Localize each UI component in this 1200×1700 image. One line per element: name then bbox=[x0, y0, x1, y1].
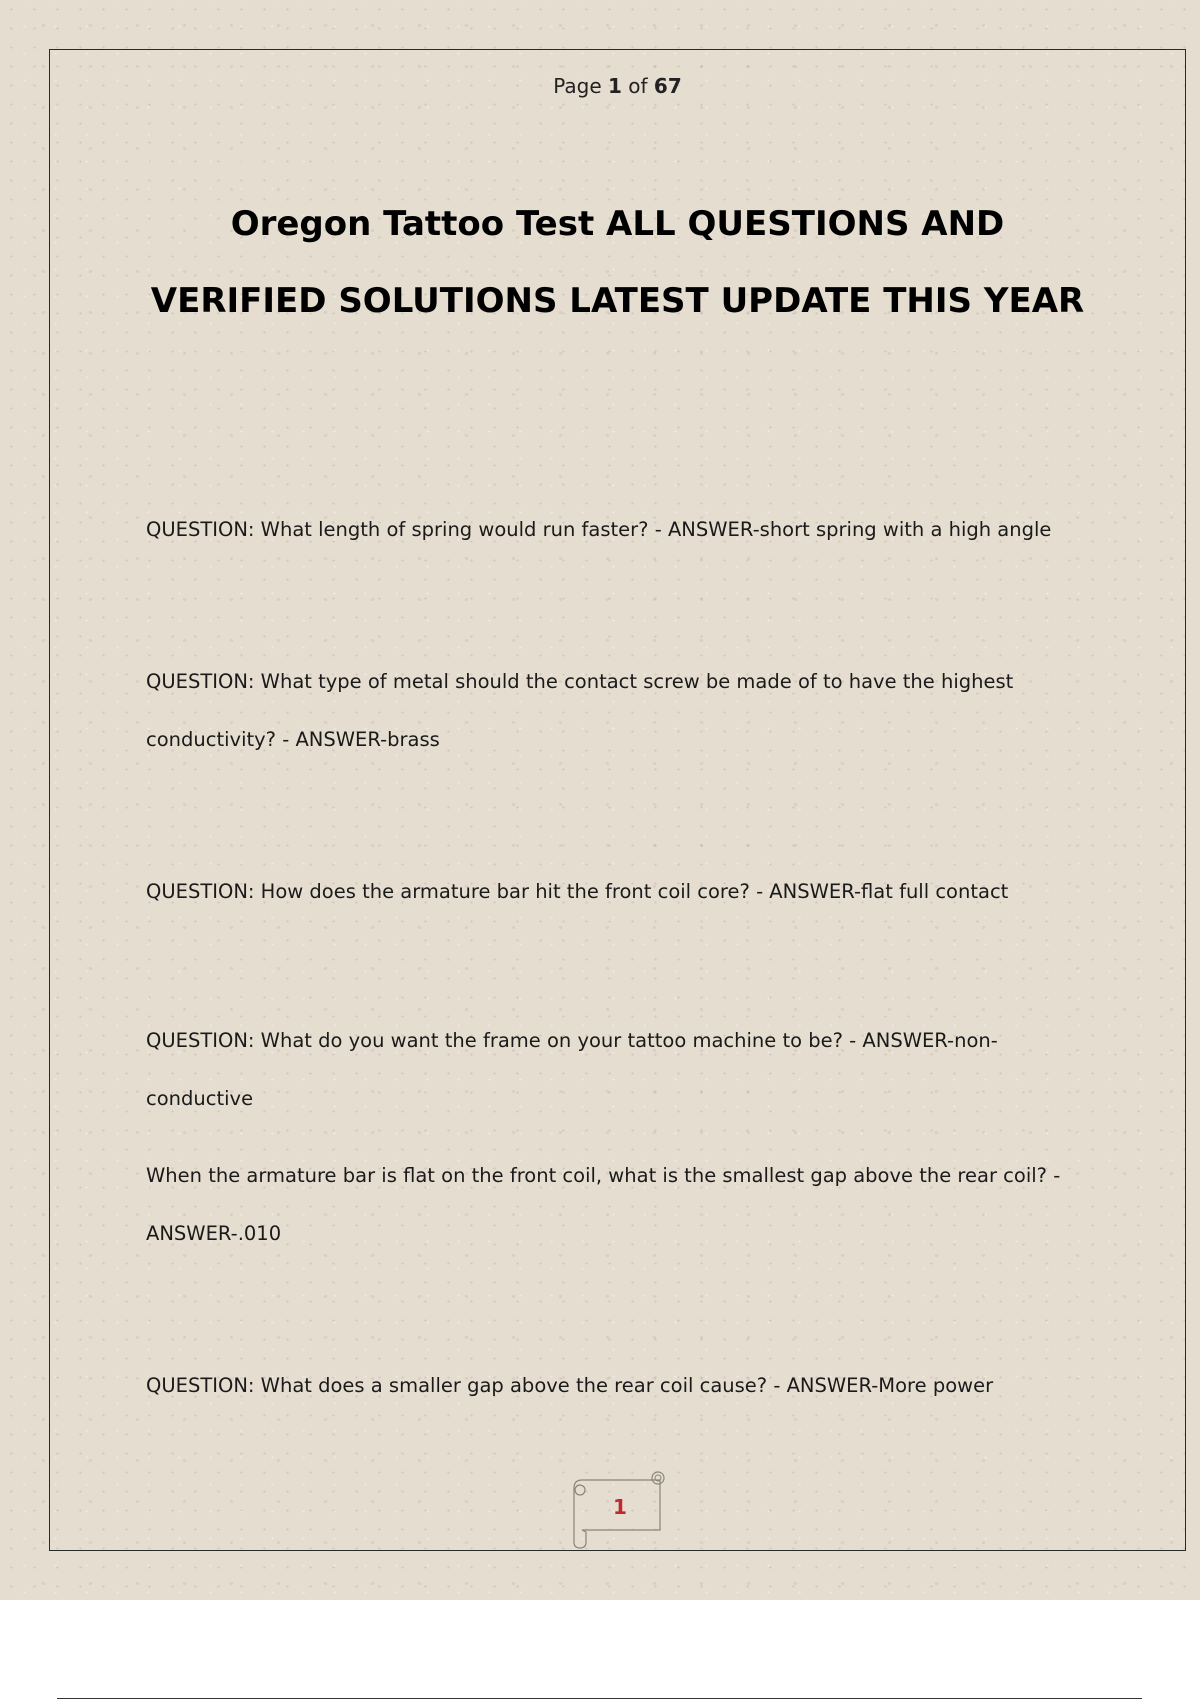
page-current: 1 bbox=[608, 74, 622, 98]
page-total: 67 bbox=[653, 74, 682, 98]
qa-item-3: QUESTION: How does the armature bar hit the front coil core? - ANSWER-flat full contact bbox=[146, 880, 1009, 903]
qa-item-2: QUESTION: What type of metal should the contact screw be made of to have the highest conductivity? - ANSWER-brass bbox=[146, 670, 1014, 751]
qa-item-1: QUESTION: What length of spring would run faster? - ANSWER-short spring with a high angle bbox=[146, 518, 1052, 541]
bottom-divider bbox=[57, 1698, 1142, 1699]
page-of: of bbox=[621, 74, 654, 98]
footer-page-number: 1 bbox=[613, 1495, 627, 1519]
qa-item-6: QUESTION: What does a smaller gap above the rear coil cause? - ANSWER-More power bbox=[146, 1374, 994, 1397]
qa-item-5: When the armature bar is flat on the front coil, what is the smallest gap above the rear coil? - ANSWER-.010 bbox=[146, 1164, 1061, 1245]
page-indicator bbox=[0, 74, 1200, 98]
document-title: Oregon Tattoo Test ALL QUESTIONS AND VERIFIED SOLUTIONS LATEST UPDATE THIS YEAR bbox=[150, 204, 1085, 321]
page-prefix: Page bbox=[553, 74, 608, 98]
qa-item-4: QUESTION: What do you want the frame on your tattoo machine to be? - ANSWER-non- conductive bbox=[146, 1029, 998, 1110]
